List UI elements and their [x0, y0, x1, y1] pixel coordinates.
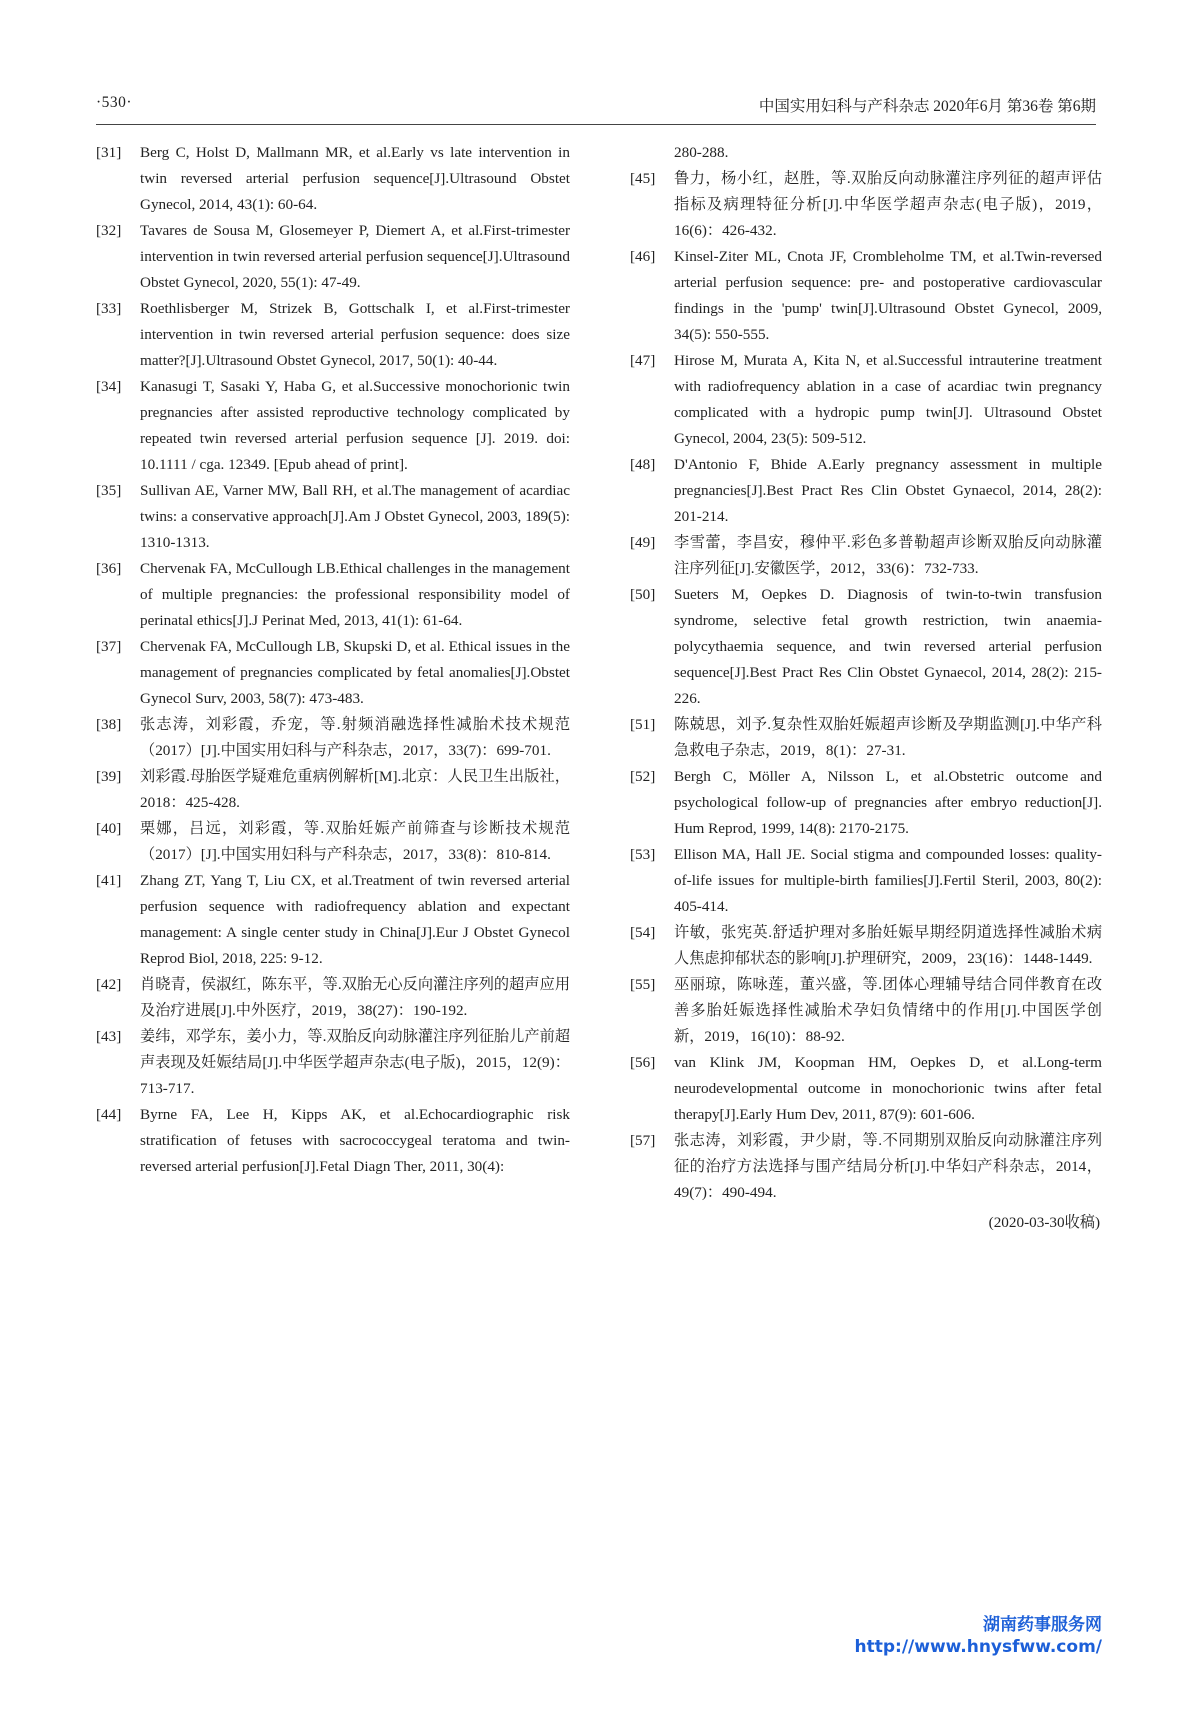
reference-number: [54]	[630, 924, 656, 941]
reference-item	[96, 296, 570, 374]
reference-text: Zhang ZT, Yang T, Liu CX, et al.Treatment of twin reversed arterial perfusion sequence with radiofrequency ablation and expectant management: A single center study in China[J].Eur J Obstet Gynecol Reprod Biol, 2018, 225: 9-12.	[140, 872, 570, 967]
reference-number: [42]	[96, 976, 122, 993]
reference-text: 栗娜，吕远，刘彩霞，等.双胎妊娠产前筛查与诊断技术规范（2017）[J].中国实用妇科与产科杂志，2017，33(8)：810-814.	[140, 820, 570, 863]
reference-number: [53]	[630, 846, 656, 863]
reference-item	[96, 712, 570, 764]
reference-number: [49]	[630, 534, 656, 551]
header-rule	[96, 124, 1096, 125]
watermark-url[interactable]: http://www.hnysfww.com/	[854, 1637, 1102, 1657]
reference-continuation: 280-288.	[674, 144, 729, 161]
reference-text: Tavares de Sousa M, Glosemeyer P, Diemert A, et al.First-trimester intervention in twin reversed arterial perfusion sequence[J].Ultrasound Obstet Gynecol, 2020, 55(1): 47-49.	[140, 222, 570, 291]
reference-number: [43]	[96, 1028, 122, 1045]
reference-text: van Klink JM, Koopman HM, Oepkes D, et al.Long-term neurodevelopmental outcome in monochorionic twins after fetal therapy[J].Early Hum Dev, 2011, 87(9): 601-606.	[674, 1054, 1102, 1123]
reference-item	[630, 972, 1102, 1050]
reference-text: Kinsel-Ziter ML, Cnota JF, Crombleholme TM, et al.Twin-reversed arterial perfusion sequence: pre- and postoperative cardiovascular findings in the 'pump' twin[J].Ultrasound Obstet Gynecol, 2009, 34(5): 550-555.	[674, 248, 1102, 343]
reference-number: [33]	[96, 300, 122, 317]
reference-text: Kanasugi T, Sasaki Y, Haba G, et al.Successive monochorionic twin pregnancies after assisted reproductive technology complicated by repeated twin reversed arterial perfusion sequence [J]. 2019. doi: 10.1111 / cga. 12349. [Epub ahead of print].	[140, 378, 570, 473]
reference-text: Bergh C, Möller A, Nilsson L, et al.Obstetric outcome and psychological follow-up of pregnancies after embryo reduction[J]. Hum Reprod, 1999, 14(8): 2170-2175.	[674, 768, 1102, 837]
reference-item	[630, 582, 1102, 712]
reference-text: Ellison MA, Hall JE. Social stigma and compounded losses: quality-of-life issues for multiple-birth families[J].Fertil Steril, 2003, 80(2): 405-414.	[674, 846, 1102, 915]
reference-text: Roethlisberger M, Strizek B, Gottschalk I, et al.First-trimester intervention in twin reversed arterial perfusion sequence: does size matter?[J].Ultrasound Obstet Gynecol, 2017, 50(1): 40-44.	[140, 300, 570, 369]
reference-number: [55]	[630, 976, 656, 993]
reference-item	[96, 972, 570, 1024]
reference-item	[96, 218, 570, 296]
reference-number: [48]	[630, 456, 656, 473]
reference-item	[96, 764, 570, 816]
reference-number: [32]	[96, 222, 122, 239]
reference-text: Chervenak FA, McCullough LB.Ethical challenges in the management of multiple pregnancies: the professional responsibility model of perinatal ethics[J].J Perinat Med, 2013, 41(1): 61-64.	[140, 560, 570, 629]
reference-text: 刘彩霞.母胎医学疑难危重病例解析[M].北京：人民卫生出版社，2018：425-428.	[140, 768, 570, 811]
reference-item	[96, 1024, 570, 1102]
reference-item	[630, 712, 1102, 764]
reference-number: [51]	[630, 716, 656, 733]
reference-number: [41]	[96, 872, 122, 889]
reference-text: Chervenak FA, McCullough LB, Skupski D, et al. Ethical issues in the management of pregnancies complicated by fetal anomalies[J].Obstet Gynecol Surv, 2003, 58(7): 473-483.	[140, 638, 570, 707]
reference-item	[630, 842, 1102, 920]
reference-number: [35]	[96, 482, 122, 499]
reference-number: [31]	[96, 144, 122, 161]
reference-number: [52]	[630, 768, 656, 785]
reference-text: Hirose M, Murata A, Kita N, et al.Successful intrauterine treatment with radiofrequency ablation in a case of acardiac twin pregnancy complicated with a hydropic pump twin[J]. Ultrasound Obstet Gynecol, 2004, 23(5): 509-512.	[674, 352, 1102, 447]
reference-item	[630, 166, 1102, 244]
reference-text: Sueters M, Oepkes D. Diagnosis of twin-to-twin transfusion syndrome, selective fetal growth restriction, twin anaemia-polycythaemia sequence, and twin reversed arterial perfusion sequence[J].Best Pract Res Clin Obstet Gynaecol, 2014, 28(2): 215-226.	[674, 586, 1102, 707]
reference-text: 巫丽琼，陈咏莲，董兴盛，等.团体心理辅导结合同伴教育在改善多胎妊娠选择性减胎术孕妇负情绪中的作用[J].中国医学创新，2019，16(10)：88-92.	[674, 976, 1102, 1045]
reference-number: [46]	[630, 248, 656, 265]
reference-text: 姜纬，邓学东，姜小力，等.双胎反向动脉灌注序列征胎儿产前超声表现及妊娠结局[J].中华医学超声杂志(电子版)，2015，12(9)：713-717.	[140, 1028, 570, 1097]
reference-number: [57]	[630, 1132, 656, 1149]
reference-item	[630, 1050, 1102, 1128]
reference-text: Berg C, Holst D, Mallmann MR, et al.Early vs late intervention in twin reversed arterial perfusion sequence[J].Ultrasound Obstet Gynecol, 2014, 43(1): 60-64.	[140, 144, 570, 213]
reference-item	[96, 140, 570, 218]
reference-text: 许敏，张宪英.舒适护理对多胎妊娠早期经阴道选择性减胎术病人焦虑抑郁状态的影响[J].护理研究，2009，23(16)：1448-1449.	[674, 924, 1102, 967]
reference-item	[96, 868, 570, 972]
received-date: (2020-03-30收稿)	[988, 1214, 1100, 1231]
reference-item	[630, 764, 1102, 842]
reference-item	[630, 1128, 1102, 1206]
reference-item	[630, 348, 1102, 452]
reference-number: [44]	[96, 1106, 122, 1123]
page-number: ·530·	[96, 94, 133, 111]
reference-text: 张志涛，刘彩霞，乔宠，等.射频消融选择性减胎术技术规范（2017）[J].中国实用妇科与产科杂志，2017，33(7)：699-701.	[140, 716, 570, 759]
reference-number: [38]	[96, 716, 122, 733]
reference-text: 李雪蕾，李昌安，穆仲平.彩色多普勒超声诊断双胎反向动脉灌注序列征[J].安徽医学，2012，33(6)：732-733.	[674, 534, 1102, 577]
reference-text: Sullivan AE, Varner MW, Ball RH, et al.The management of acardiac twins: a conservative approach[J].Am J Obstet Gynecol, 2003, 189(5): 1310-1313.	[140, 482, 570, 551]
watermark-site-name: 湖南药事服务网	[983, 1615, 1102, 1635]
reference-number: [47]	[630, 352, 656, 369]
reference-item	[96, 634, 570, 712]
reference-text: 肖晓青，侯淑红，陈东平，等.双胎无心反向灌注序列的超声应用及治疗进展[J].中外医疗，2019，38(27)：190-192.	[140, 976, 570, 1019]
left-reference-column	[96, 140, 570, 1180]
reference-item	[96, 1102, 570, 1180]
reference-item	[96, 816, 570, 868]
reference-number: [50]	[630, 586, 656, 603]
reference-text: D'Antonio F, Bhide A.Early pregnancy assessment in multiple pregnancies[J].Best Pract Res Clin Obstet Gynaecol, 2014, 28(2): 201-214.	[674, 456, 1102, 525]
reference-number: [36]	[96, 560, 122, 577]
reference-number: [34]	[96, 378, 122, 395]
reference-number: [56]	[630, 1054, 656, 1071]
reference-text: 陈兢思，刘予.复杂性双胎妊娠超声诊断及孕期监测[J].中华产科急救电子杂志，2019，8(1)：27-31.	[674, 716, 1102, 759]
reference-item	[630, 530, 1102, 582]
reference-text: 鲁力，杨小红，赵胜，等.双胎反向动脉灌注序列征的超声评估指标及病理特征分析[J].中华医学超声杂志(电子版)，2019，16(6)：426-432.	[674, 170, 1102, 239]
reference-item	[96, 374, 570, 478]
page-header	[96, 94, 1096, 122]
reference-item	[630, 244, 1102, 348]
reference-number: [45]	[630, 170, 656, 187]
reference-item	[96, 478, 570, 556]
reference-number: [40]	[96, 820, 122, 837]
reference-number: [39]	[96, 768, 122, 785]
reference-item	[630, 452, 1102, 530]
reference-item	[96, 556, 570, 634]
reference-text: 张志涛，刘彩霞，尹少尉，等.不同期别双胎反向动脉灌注序列征的治疗方法选择与围产结局分析[J].中华妇产科杂志，2014，49(7)：490-494.	[674, 1132, 1102, 1201]
reference-item	[630, 920, 1102, 972]
site-watermark	[855, 1614, 1103, 1658]
journal-citation: 中国实用妇科与产科杂志 2020年6月 第36卷 第6期	[758, 98, 1096, 115]
reference-text: Byrne FA, Lee H, Kipps AK, et al.Echocardiographic risk stratification of fetuses with sacrococcygeal teratoma and twin-reversed arterial perfusion[J].Fetal Diagn Ther, 2011, 30(4):	[140, 1106, 570, 1175]
reference-number: [37]	[96, 638, 122, 655]
right-reference-column	[630, 140, 1102, 1236]
